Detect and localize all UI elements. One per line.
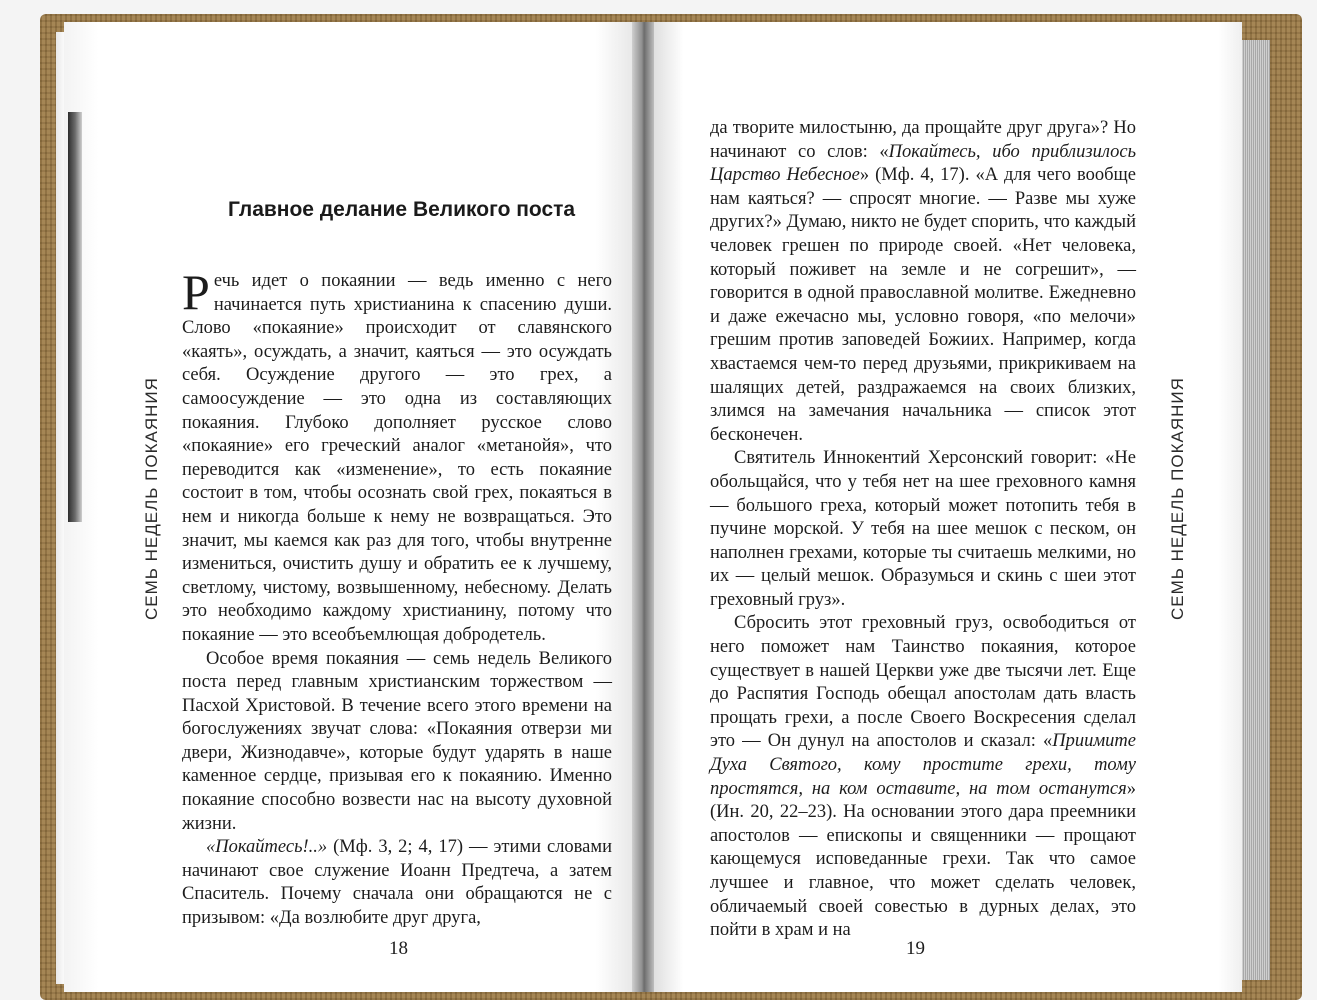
paragraph-4-text-a: да творите милостыню, да прощайте друг друга»? Но начинают со слов: « <box>710 118 1136 162</box>
left-page-body <box>182 264 612 931</box>
book-gutter <box>632 22 654 992</box>
paragraph-4 <box>710 117 1136 447</box>
paragraph-5: Святитель Иннокентий Херсонский говорит: «Не обольщайся, что у тебя нет на шее греховного камня — большого греха, который может потопить тебя в пучине морской. У тебя на шее мешок с песком, он наполнен грехами, которые ты считаешь мелкими, но их — целый мешок. Образумься и скинь с шеи этот греховный груз». <box>710 448 1136 610</box>
paragraph-6 <box>710 612 1136 942</box>
running-title-left: СЕМЬ НЕДЕЛЬ ПОКАЯНИЯ <box>142 377 161 620</box>
paragraph-2: Особое время покаяния — семь недель Великого поста перед главным христианским торжеством — Пасхой Христовой. В течение всего этого времени на богослужениях звучат слова: «Покаяния отверзи ми двери, Жизнодавче», которые будут ударять в наше каменное сердце, призывая его к покаянию. Именно покаяние способно возвести нас на высоту духовной жизни. <box>182 648 612 834</box>
paragraph-3 <box>182 836 612 930</box>
quote-italic: Приимите Духа Святого, кому простите грехи, тому простятся, на ком оставите, на том останутся <box>710 731 1136 799</box>
running-title-right: СЕМЬ НЕДЕЛЬ ПОКАЯНИЯ <box>1168 377 1187 620</box>
show-through-image <box>68 112 82 522</box>
paragraph-3-text: (Мф. 3, 2; 4, 17) — этими словами начинают свое служение Иоанн Предтеча, а затем Спаситель. Почему сначала они обращаются не с призывом: «Да возлюбите друг друга, <box>182 837 612 929</box>
page-edges-right <box>1240 40 1270 980</box>
right-page-body <box>710 117 1136 943</box>
paragraph-6-text-a: Сбросить этот греховный груз, освободиться от него поможет нам Таинство покаяния, которое существует в нашей Церкви уже две тысячи лет. Еще до Распятия Господь обещал апостолам дать власть прощать грехи, а после Своего Воскресения сделал это — Он дунул на апостолов и сказал: « <box>710 613 1136 752</box>
page-number-left: 18 <box>389 938 408 959</box>
quote-italic: Покайтесь, ибо приблизилось Царство Небесное <box>710 141 1136 186</box>
paragraph-6-text-b: » (Ин. 20, 22–23). На основании этого дара преемники апостолов — епископы и священники — прощают кающемуся исповеданные грехи. Так что самое лучшее и главное, что может сделать человек, обличаемый своей совестью в дурных делах, это пойти в храм и на <box>710 778 1136 941</box>
paragraph-1-text: ечь идет о покаянии — ведь именно с него начинается путь христианина к спасению души. Слово «покаяние» происходит от славянского «каять», осуждать, а значит, каяться — это осуждать себя. Осуждение другого — это грех, а самоосуждение — это одна из составляющих покаяния. Глубоко дополняет русское слово «покаяние» его греческий аналог «метанойя», что переводится как «изменение», то есть покаяние состоит в том, чтобы осознать свой грех, покаяться в нем и никогда больше к нему не возвращаться. Это значит, мы каемся как раз для того, чтобы внутренне измениться, очистить душу и обратить ее к лучшему, светлому, чистому, возвышенному, небесному. Делать это необходимо каждому христианину, потому что покаяние — это всеобъемлющая добродетель. <box>182 271 612 645</box>
paragraph-4-text-b: » (Мф. 4, 17). «А для чего вообще нам каяться? — спросят многие. — Разве мы хуже других?» Думаю, никто не будет спорить, что каждый человек грешен по природе своей. «Нет человека, который поживет на земле и не согрешит», — говорится в одной православной молитве. Ежедневно и даже ежечасно мы, условно говоря, «по мелочи» грешим против заповедей Божиих. Например, когда хвастаемся чем-то перед друзьями, прикрикиваем на шалящих детей, раздражаемся на своих близких, злимся на замечания начальника — список этот бесконечен. <box>710 165 1136 445</box>
paragraph-1 <box>182 264 612 648</box>
drop-cap: Р <box>182 264 210 320</box>
chapter-heading: Главное делание Великого поста <box>228 198 576 221</box>
quote-italic: «Покайтесь!..» <box>206 837 328 858</box>
page-number-right: 19 <box>906 938 925 959</box>
